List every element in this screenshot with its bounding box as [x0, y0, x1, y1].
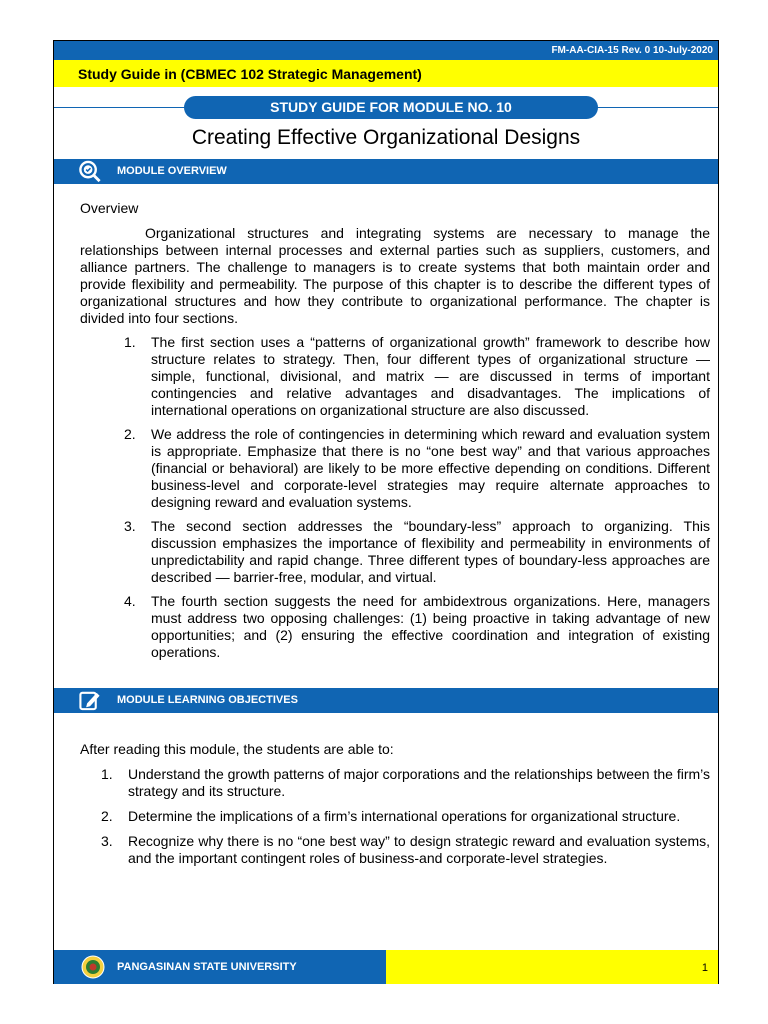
objectives-content — [80, 741, 710, 867]
footer-page-bar — [386, 950, 718, 984]
university-seal-icon — [81, 955, 105, 979]
list-item: 2. We address the role of contingencies in determining which reward and evaluation system is appropriate. Emphasize that there is no “one best way” and that various approaches (financial or behavioral) are likely to be more effective depending on conditions. Different business-level and corporate-level strategies may require alternate approaches to designing reward and evaluation systems. — [124, 426, 710, 510]
top-bar — [54, 41, 718, 60]
list-item: 2. Determine the implications of a firm’s international operations for organizational structure. — [101, 808, 681, 824]
form-code: FM-AA-CIA-15 Rev. 0 10-July-2020 — [551, 45, 713, 56]
list-item: 4. The fourth section suggests the need for ambidextrous organizations. Here, managers must address two opposing challenges: (1) being proactive in taking advantage of new opportunities; and (2) ensuring the effective coordination and integration of existing operations. — [124, 593, 710, 660]
objectives-section-label: MODULE LEARNING OBJECTIVES — [117, 694, 298, 706]
list-item: 3. The second section addresses the “boundary-less” approach to organizing. This discussion emphasizes the importance of flexibility and permeability in environments of unpredictability and rapid change. Three different types of boundary-less approaches are described — barrier-free, modular, and virtual. — [124, 518, 710, 585]
module-label: STUDY GUIDE FOR MODULE NO. 10 — [184, 96, 598, 119]
page-number: 1 — [701, 962, 708, 974]
module-title: Creating Effective Organizational Designs — [191, 126, 581, 149]
edit-note-icon — [78, 689, 102, 712]
course-bar — [54, 60, 718, 87]
list-item: 1. Understand the growth patterns of major corporations and the relationships between the firm’s strategy and its structure. — [101, 766, 710, 799]
overview-subheading: Overview — [80, 200, 139, 216]
footer-university-bar — [54, 950, 386, 984]
objectives-intro: After reading this module, the students are able to: — [80, 741, 394, 757]
magnifier-icon — [78, 160, 102, 183]
list-item: 3. Recognize why there is no “one best way” to design strategic reward and evaluation systems, and the important contingent roles of business-and corporate-level strategies. — [101, 833, 710, 866]
overview-section-bar — [54, 159, 718, 184]
overview-list — [124, 334, 710, 661]
course-title: Study Guide in (CBMEC 102 Strategic Management) — [78, 66, 422, 82]
objectives-section-bar — [54, 688, 718, 713]
study-guide-page — [53, 40, 719, 984]
list-item: 1. The first section uses a “patterns of organizational growth” framework to describe how structure relates to strategy. Then, four different types of organizational structure — simple, functional, divisional, and matrix — are discussed in terms of important contingencies and relative advantages and disadvantages. The implications of international operations on organizational structure are also discussed. — [124, 334, 710, 418]
overview-intro: Organizational structures and integrating systems are necessary to manage the relationships between internal processes and external parties such as suppliers, customers, and alliance partners. The challenge to managers is to create systems that both maintain order and provide flexibility and permeability. The purpose of this chapter is to describe the different types of organizational structures and how they contribute to organizational performance. The chapter is divided into four sections. — [80, 225, 710, 326]
overview-section-label: MODULE OVERVIEW — [117, 165, 227, 177]
objectives-list — [101, 766, 710, 867]
university-name: PANGASINAN STATE UNIVERSITY — [117, 961, 297, 973]
overview-content — [80, 200, 710, 661]
